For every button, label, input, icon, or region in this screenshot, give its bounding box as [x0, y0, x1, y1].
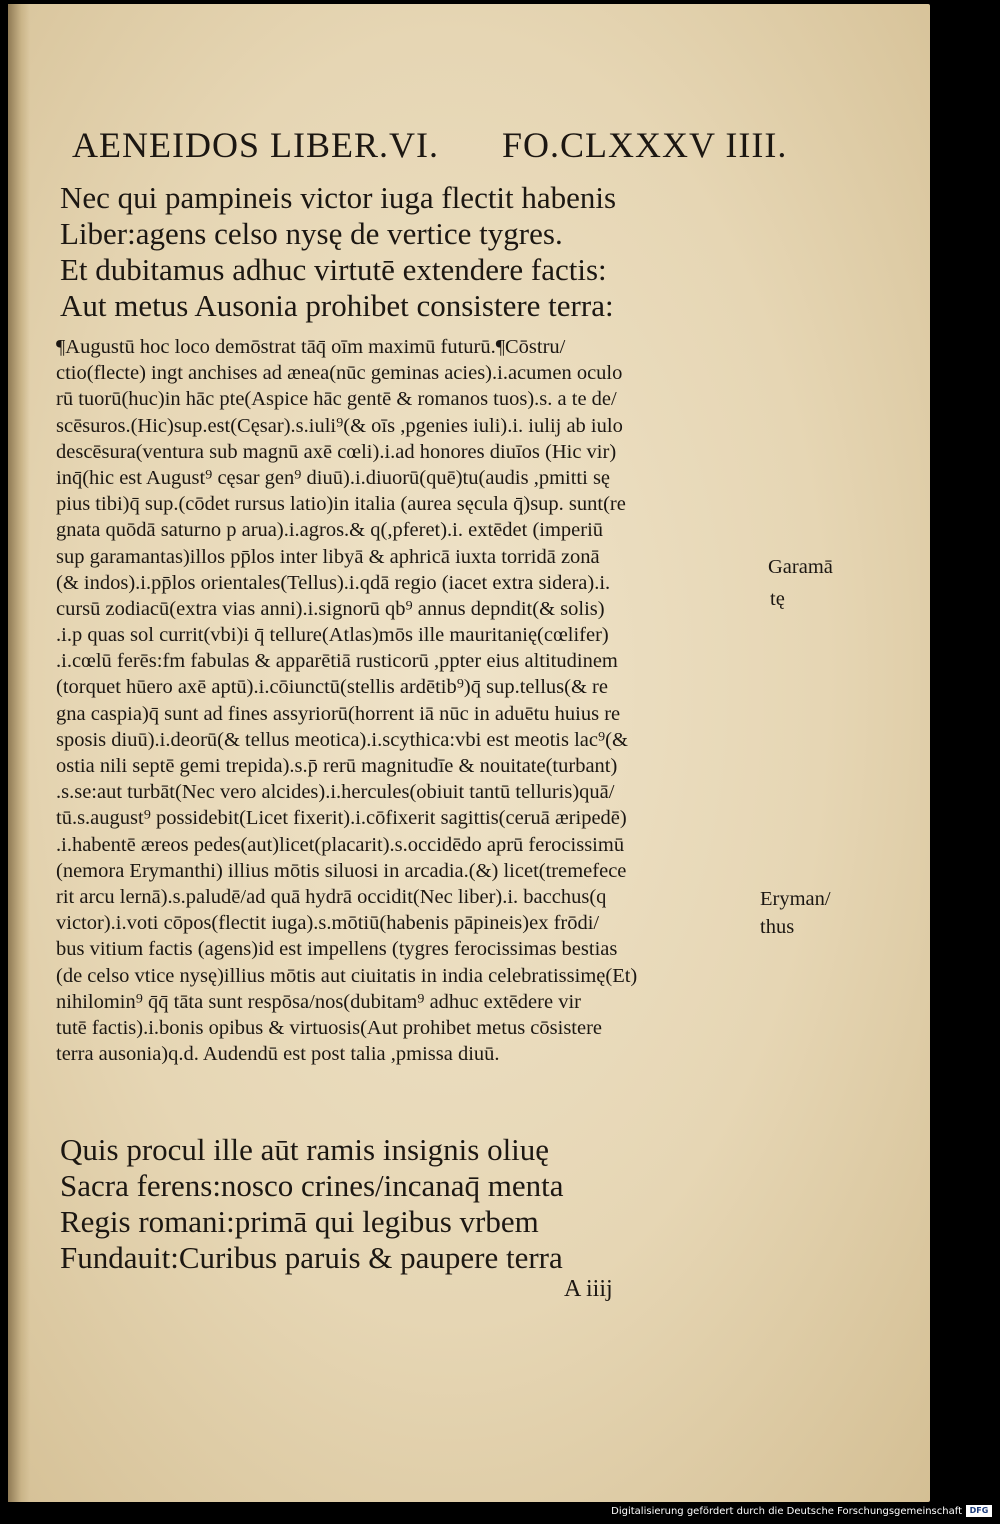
- commentary-line: ctio(flecte) ingt anchises ad ænea(nūc geminas acies).i.acumen oculo: [56, 362, 623, 385]
- verse-line: Aut metus Ausonia prohibet consistere terra:: [60, 288, 614, 323]
- commentary-line: tutē factis).i.bonis opibus & virtuosis(Aut prohibet metus cōsistere: [56, 1016, 603, 1039]
- commentary-line: (torquet hūero axē aptū).i.cōiunctū(stellis ardētib⁹)q̄ sup.tellus(& re: [56, 676, 608, 699]
- commentary-line: gnata quōdā saturno p arua).i.agros.& q(,pferet).i. extēdet (imperiū: [56, 519, 604, 542]
- commentary-line: bus vitium factis (agens)id est impellens (tygres ferocissimas bestias: [56, 938, 618, 961]
- footer-credit: Digitalisierung gefördert durch die Deutsche Forschungsgemeinschaft: [611, 1506, 962, 1517]
- verse-line: Fundauit:Curibus paruis & paupere terra: [60, 1240, 563, 1275]
- margin-note-garama: Garamā: [768, 556, 833, 578]
- verse-block-bottom: [60, 1132, 564, 1276]
- commentary-line: .s.se:aut turbāt(Nec vero alcides).i.hercules(obiuit tantū telluris)quā/: [56, 781, 615, 804]
- commentary-line: pius tibi)q̄ sup.(cōdet rursus latio)in italia (aurea sęcula q̄)sup. sunt(re: [56, 493, 626, 516]
- running-header: [72, 124, 812, 170]
- signature-mark: A iiij: [564, 1276, 613, 1302]
- margin-note-eryman: Eryman/: [760, 888, 831, 910]
- commentary-line: (de celso vtice nysę)illius mōtis aut ciuitatis in india celebratissimę(Et): [56, 964, 638, 987]
- verse-line: Regis romani:primā qui legibus vrbem: [60, 1204, 539, 1239]
- commentary-line: tū.s.august⁹ possidebit(Licet fixerit).i.cōfixerit sagittis(ceruā æripedē): [56, 807, 627, 830]
- verse-line: Et dubitamus adhuc virtutē extendere factis:: [60, 252, 607, 287]
- verse-line: Quis procul ille aūt ramis insignis oliuę: [60, 1132, 550, 1167]
- commentary-line: .i.habentē æreos pedes(aut)licet(placarit).s.occidēdo aprū ferocissimū: [56, 833, 625, 856]
- dfg-logo-icon: DFG: [966, 1505, 992, 1517]
- commentary-line: descēsura(ventura sub magnū axē cœli).i.ad honores diuīos (Hic vir): [56, 440, 617, 463]
- margin-note-thus: thus: [760, 916, 795, 938]
- header-folio-number: FO.CLXXXV IIII.: [502, 125, 788, 165]
- margin-note-te: tę: [770, 588, 785, 610]
- commentary-line: rit arcu lernā).s.paludē/ad quā hydrā occidit(Nec liber).i. bacchus(q: [56, 885, 607, 908]
- commentary-line: sposis diuū).i.deorū(& tellus meotica).i.scythica:vbi est meotis lac⁹(&: [56, 728, 628, 751]
- commentary-line: ostia nili septē gemi trepida).s.p̄ rerū magnitudīe & nouitate(turbant): [56, 755, 618, 777]
- commentary-line: inq̄(hic est August⁹ cęsar gen⁹ diuū).i.diuorū(quē)tu(audis ,pmitti sę: [56, 466, 611, 489]
- commentary-line: terra ausonia)q.d. Audendū est post talia ,pmissa diuū.: [56, 1043, 500, 1066]
- commentary-line: cursū zodiacū(extra vias anni).i.signorū qb⁹ annus depndit(& solis): [56, 597, 605, 620]
- commentary-line: (nemora Erymanthi) illius mōtis siluosi in arcadia.(&) licet(tremefece: [56, 859, 627, 882]
- commentary-line: sup garamantas)illos pp̄los inter libyā & aphricā iuxta torridā zonā: [56, 545, 600, 568]
- commentary-line: ¶Augustū hoc loco demōstrat tāq̄ oīm maximū futurū.¶Cōstru/: [56, 336, 566, 358]
- commentary-line: scēsuros.(Hic)sup.est(Cęsar).s.iuli⁹(& oīs ,pgenies iuli).i. iulij ab iulo: [56, 414, 623, 437]
- verse-block-top: [60, 180, 616, 324]
- header-book-title: AENEIDOS LIBER.VI.: [72, 125, 439, 165]
- commentary-line: (& indos).i.pp̄los orientales(Tellus).i.qdā regio (iacet extra sidera).i.: [56, 571, 611, 594]
- commentary-line: rū tuorū(huc)in hāc pte(Aspice hāc gentē & romanos tuos).s. a te de/: [56, 388, 617, 411]
- book-page: [8, 4, 930, 1502]
- commentary-block: [56, 334, 768, 1067]
- commentary-line: gna caspia)q̄ sunt ad fines assyriorū(horrent iā nūc in aduētu huius re: [56, 702, 621, 725]
- commentary-line: nihilomin⁹ q̄q̄ tāta sunt respōsa/nos(dubitam⁹ adhuc extēdere vir: [56, 990, 581, 1013]
- verse-line: Liber:agens celso nysę de vertice tygres.: [60, 216, 563, 251]
- verse-line: Sacra ferens:nosco crines/incanaq̄ menta: [60, 1168, 564, 1203]
- page-spine-shadow: [8, 4, 30, 1502]
- commentary-line: .i.p quas sol currit(vbi)i q̄ tellure(Atlas)mōs ille mauritanię(cœlifer): [56, 624, 609, 647]
- commentary-line: victor).i.voti cōpos(flectit iuga).s.mōtiū(habenis pāpineis)ex frōdi/: [56, 912, 600, 935]
- commentary-line: .i.cœlū ferēs:fm fabulas & apparētiā rusticorū ,ppter eius altitudinem: [56, 650, 618, 673]
- verse-line: Nec qui pampineis victor iuga flectit habenis: [60, 180, 617, 215]
